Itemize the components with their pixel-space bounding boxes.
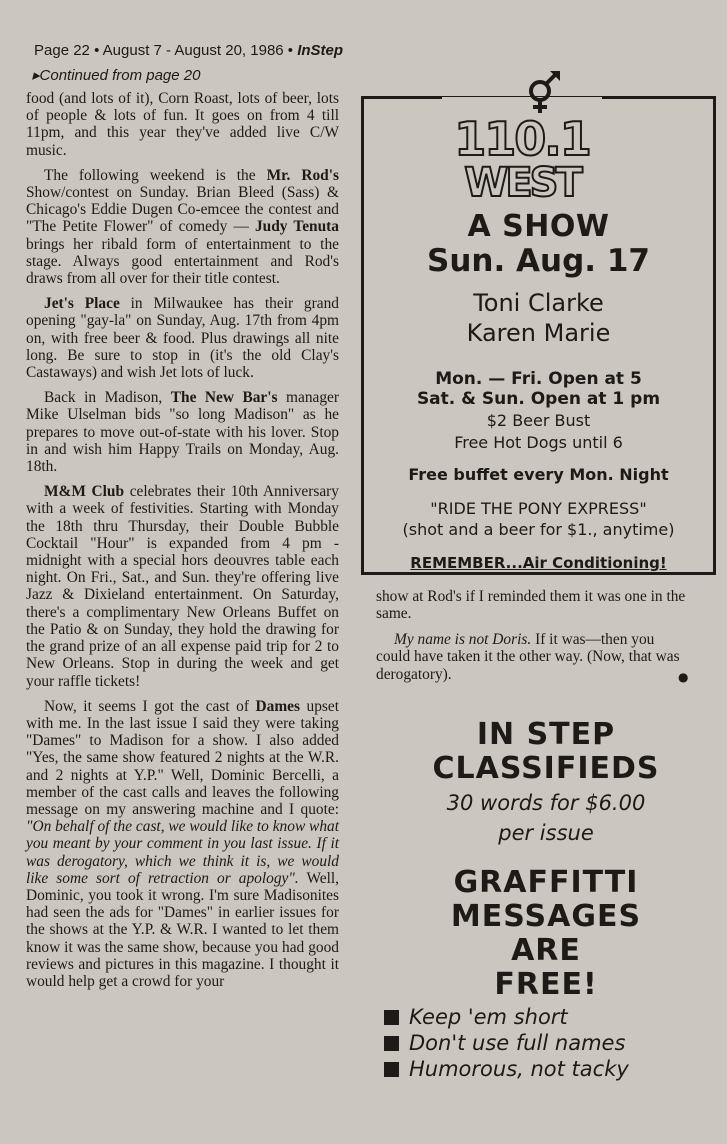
bullet-icon: • [94,42,103,59]
classifieds-heading: CLASSIFIEDS [432,751,660,786]
square-bullet-icon [384,1036,399,1051]
paragraph: My name is not Doris. If it was—then you could have taken it the other way. (Now, that was derogatory). [376,630,680,683]
list-item: Humorous, not tacky [384,1056,629,1082]
graffiti-rules [384,1004,629,1082]
graffiti-heading: FREE! [494,967,598,1002]
ad-title: A SHOW [467,209,610,244]
bar-advertisement [361,96,716,575]
shot-deal: (shot and a beer for $1., anytime) [402,520,675,539]
graffiti-heading: GRAFFITTI [453,865,639,900]
page-header [34,42,343,59]
publication-name: InStep [297,42,344,59]
classifieds-heading: IN STEP [476,717,616,752]
list-item: Don't use full names [384,1030,629,1056]
weekday-hours: Mon. — Fri. Open at 5 [435,369,642,389]
graffiti-ad [376,866,716,1002]
classifieds-price: 30 words for $6.00 [446,791,646,815]
square-bullet-icon [384,1062,399,1077]
right-column [376,588,688,691]
paragraph: show at Rod's if I reminded them it was one in the same. [376,588,686,623]
paragraph: Jet's Place in Milwaukee has their grand opening "gay-la" on Sunday, Aug. 17th from 4pm on, with free beer & food. Plus drawings all nite long. Be sure to stop in (it's the old Clay's Castaways) and wish Jet lots of luck. [26,295,339,382]
continued-note: ▸Continued from page 20 [32,67,201,84]
buffet-note: Free buffet every Mon. Night [408,465,669,484]
square-bullet-icon [384,1010,399,1025]
left-column [26,90,339,998]
bullet-icon: • [287,42,298,59]
beer-bust: $2 Beer Bust [486,411,591,430]
svg-text:110.1: 110.1 [454,112,590,166]
air-conditioning-note: REMEMBER...Air Conditioning! [410,554,667,572]
pony-express: "RIDE THE PONY EXPRESS" [430,499,647,518]
show-date: Sun. Aug. 17 [427,243,650,279]
paragraph: The following weekend is the Mr. Rod's Show/contest on Sunday. Brian Bleed (Sass) & Chicago's Eddie Dugen Co-emcee the contest and "The Petite Flower" of comedy — Judy Tenuta brings her ribald form of entertainment to the stage. Always good entertainment and Rod's draws from all over for their title contest. [26,166,339,288]
bar-logo [442,71,602,206]
classifieds-per: per issue [498,821,594,845]
issue-dates: August 7 - August 20, 1986 [102,42,284,59]
arrow-icon: ▸ [32,67,40,84]
paragraph: Back in Madison, The New Bar's manager Mike Ulselman bids "so long Madison" as he prepares to move out-of-state with his lover. Stop in and wish him Happy Trails on Monday, Aug. 18th. [26,389,339,476]
performer: Toni Clarke [473,289,604,317]
paragraph: M&M Club celebrates their 10th Anniversary with a week of festivities. Starting with Monday the 18th thru Thursday, their Double Bubble Cocktail "Hour" is expanded from 4 pm - midnight with a special hors deouvres table each night. On Fri., Sat., and Sun. they're offering live Jazz & Dixieland entertainment. On Saturday, there's a complimentary New Orleans Buffet on the Patio & on Sunday, they hold the drawing for the grand prize of an all expense paid trip for 2 to New Orleans. Stop in during the week and get your raffle tickets! [26,483,339,690]
graffiti-heading: MESSAGES [450,899,642,934]
hot-dogs: Free Hot Dogs until 6 [454,433,623,452]
paragraph: food (and lots of it), Corn Roast, lots of beer, lots of people & lots of fun. It goes on from 4 till 11pm, and this year they've added live C/W music. [26,90,339,159]
svg-text:WEST: WEST [464,160,580,206]
paragraph: Now, it seems I got the cast of Dames upset with me. In the last issue I said they were taking "Dames" to Madison for a show. I also added "Yes, the same show featured 2 nights at the W.R. and 2 nights at Y.P." Well, Dominic Bercelli, a member of the cast calls and leaves the following message on my answering machine and I quote: "On behalf of the cast, we would like to know what you meant by your comment in you last issue. If it was derogatory, which we think it is, we would like some sort of retraction or apology". Well, Dominic, you took it wrong. I'm sure Madisonites had seen the ads for "Dames" in earlier issues for the shows at the Y.P. & W.R. I wanted to let them know it was the same show, because you had good reviews and pictures in this magazine. I thought it would help get a crowd for your [26,697,340,990]
weekend-hours: Sat. & Sun. Open at 1 pm [416,389,661,409]
classifieds-ad [376,718,716,846]
page-number: Page 22 [34,42,90,59]
performer: Karen Marie [466,319,611,347]
list-item: Keep 'em short [384,1004,629,1030]
graffiti-heading: ARE [511,933,581,968]
end-of-article-mark: ● [678,670,689,684]
